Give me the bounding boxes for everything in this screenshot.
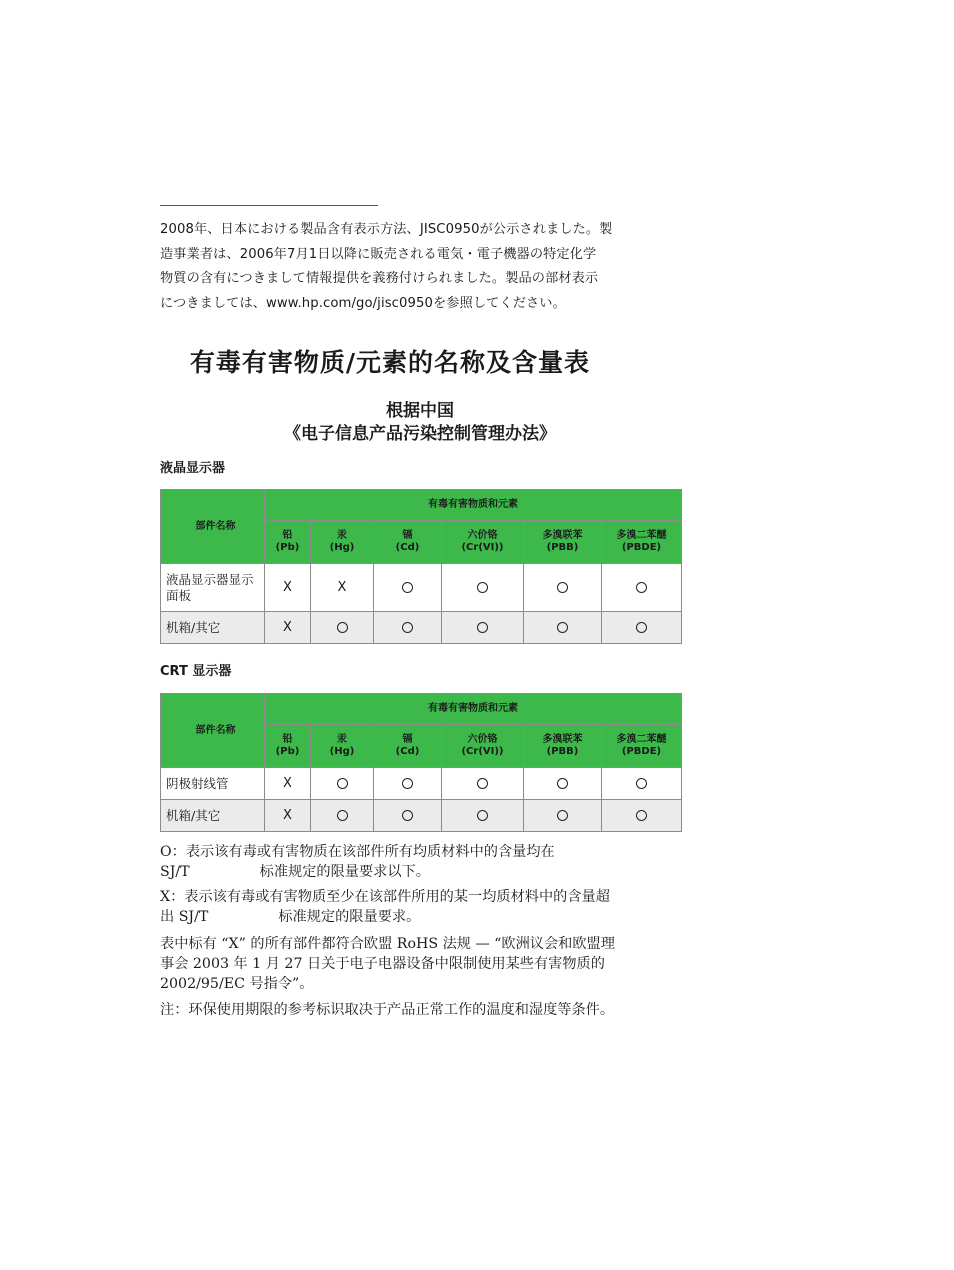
value-cell	[374, 564, 442, 612]
note-eco-line: 注：环保使用期限的参考标识取决于产品正常工作的温度和湿度等条件。	[160, 1002, 615, 1018]
circle-mark-icon	[402, 810, 413, 821]
circle-mark-icon	[402, 778, 413, 789]
circle-mark-icon	[337, 622, 348, 633]
value-cell	[311, 800, 374, 832]
part-name-header: 部件名称	[161, 490, 265, 564]
circle-mark-icon	[402, 622, 413, 633]
value-cell	[524, 768, 602, 800]
part-name: 机箱/其它	[161, 800, 265, 832]
x-mark: X	[337, 580, 347, 595]
part-name: 机箱/其它	[161, 612, 265, 644]
column-header: 六价铬 (Cr(VI))	[442, 725, 524, 768]
value-cell	[265, 612, 311, 644]
column-header: 六价铬 (Cr(VI))	[442, 521, 524, 564]
value-cell	[265, 564, 311, 612]
column-header: 镉 (Cd)	[374, 521, 442, 564]
part-name-header: 部件名称	[161, 694, 265, 768]
value-cell	[602, 564, 682, 612]
substances-group-header: 有毒有害物质和元素	[265, 694, 682, 725]
circle-mark-icon	[337, 778, 348, 789]
part-name: 阴极射线管	[161, 768, 265, 800]
value-cell	[442, 800, 524, 832]
column-header: 多溴二苯醚 (PBDE)	[602, 521, 682, 564]
value-cell	[442, 612, 524, 644]
value-cell	[265, 768, 311, 800]
column-header: 汞 (Hg)	[311, 725, 374, 768]
page-title: 有毒有害物质/元素的名称及含量表	[189, 348, 591, 377]
circle-mark-icon	[636, 810, 647, 821]
column-header: 多溴联苯 (PBB)	[524, 521, 602, 564]
note-rohs-line3: 2002/95/EC 号指令”。	[160, 976, 314, 992]
value-cell	[602, 612, 682, 644]
table-row	[161, 564, 682, 612]
circle-mark-icon	[402, 582, 413, 593]
value-cell	[524, 564, 602, 612]
section-title-lcd: 液晶显示器	[160, 461, 226, 476]
section-title-crt: CRT 显示器	[160, 664, 232, 679]
value-cell	[442, 768, 524, 800]
circle-mark-icon	[477, 810, 488, 821]
column-header: 铅 (Pb)	[265, 521, 311, 564]
substances-group-header: 有毒有害物质和元素	[265, 490, 682, 521]
note-x	[160, 887, 690, 927]
value-cell	[311, 564, 374, 612]
value-cell	[374, 800, 442, 832]
value-cell	[374, 612, 442, 644]
note-rohs-line1: 表中标有 “X” 的所有部件都符合欧盟 RoHS 法规 — “欧洲议会和欧盟理	[160, 936, 615, 952]
circle-mark-icon	[636, 582, 647, 593]
note-eco	[160, 1000, 690, 1020]
value-cell	[442, 564, 524, 612]
note-x-line2: 出 SJ/T 标准规定的限量要求。	[160, 909, 421, 925]
value-cell	[311, 768, 374, 800]
rohs-table-crt	[160, 693, 682, 832]
jp-notice-line: 造事業者は、2006年7月1日以降に販売される電気・電子機器の特定化学	[160, 246, 597, 262]
value-cell	[524, 800, 602, 832]
table-row	[161, 800, 682, 832]
note-x-line1: X：表示该有毒或有害物质至少在该部件所用的某一均质材料中的含量超	[160, 889, 610, 905]
jp-notice-line: 物質の含有につきまして情報提供を義務付けられました。製品の部材表示	[160, 271, 599, 286]
circle-mark-icon	[477, 622, 488, 633]
column-header: 镉 (Cd)	[374, 725, 442, 768]
circle-mark-icon	[557, 622, 568, 633]
column-header: 铅 (Pb)	[265, 725, 311, 768]
circle-mark-icon	[557, 582, 568, 593]
table-row	[161, 612, 682, 644]
circle-mark-icon	[557, 778, 568, 789]
circle-mark-icon	[557, 810, 568, 821]
x-mark: X	[283, 580, 292, 595]
value-cell	[265, 800, 311, 832]
rohs-table-lcd	[160, 489, 682, 644]
x-mark: X	[283, 776, 292, 791]
table-row	[161, 768, 682, 800]
divider-rule	[160, 205, 378, 206]
circle-mark-icon	[337, 810, 348, 821]
jp-notice-line: につきましては、www.hp.com/go/jisc0950を参照してください。	[160, 295, 566, 311]
value-cell	[524, 612, 602, 644]
x-mark: X	[283, 808, 292, 823]
column-header: 多溴联苯 (PBB)	[524, 725, 602, 768]
column-header: 多溴二苯醚 (PBDE)	[602, 725, 682, 768]
circle-mark-icon	[477, 582, 488, 593]
value-cell	[311, 612, 374, 644]
circle-mark-icon	[636, 622, 647, 633]
circle-mark-icon	[477, 778, 488, 789]
value-cell	[602, 768, 682, 800]
note-o-line2: SJ/T 标准规定的限量要求以下。	[160, 864, 430, 880]
note-rohs	[160, 934, 690, 994]
value-cell	[374, 768, 442, 800]
note-rohs-line2: 事会 2003 年 1 月 27 日关于电子电器设备中限制使用某些有害物质的	[160, 956, 605, 972]
note-o	[160, 842, 690, 882]
part-name: 液晶显示器显示面板	[161, 564, 265, 612]
page-subtitle: 根据中国	[386, 401, 454, 421]
circle-mark-icon	[636, 778, 647, 789]
column-header: 汞 (Hg)	[311, 521, 374, 564]
page-subtitle-regulation: 《电子信息产品污染控制管理办法》	[284, 424, 556, 444]
x-mark: X	[283, 620, 292, 635]
jp-notice-line: 2008年、日本における製品含有表示方法、JISC0950が公示されました。製	[160, 222, 613, 237]
value-cell	[602, 800, 682, 832]
jp-notice	[160, 218, 630, 316]
note-o-line1: O：表示该有毒或有害物质在该部件所有均质材料中的含量均在	[160, 844, 555, 860]
